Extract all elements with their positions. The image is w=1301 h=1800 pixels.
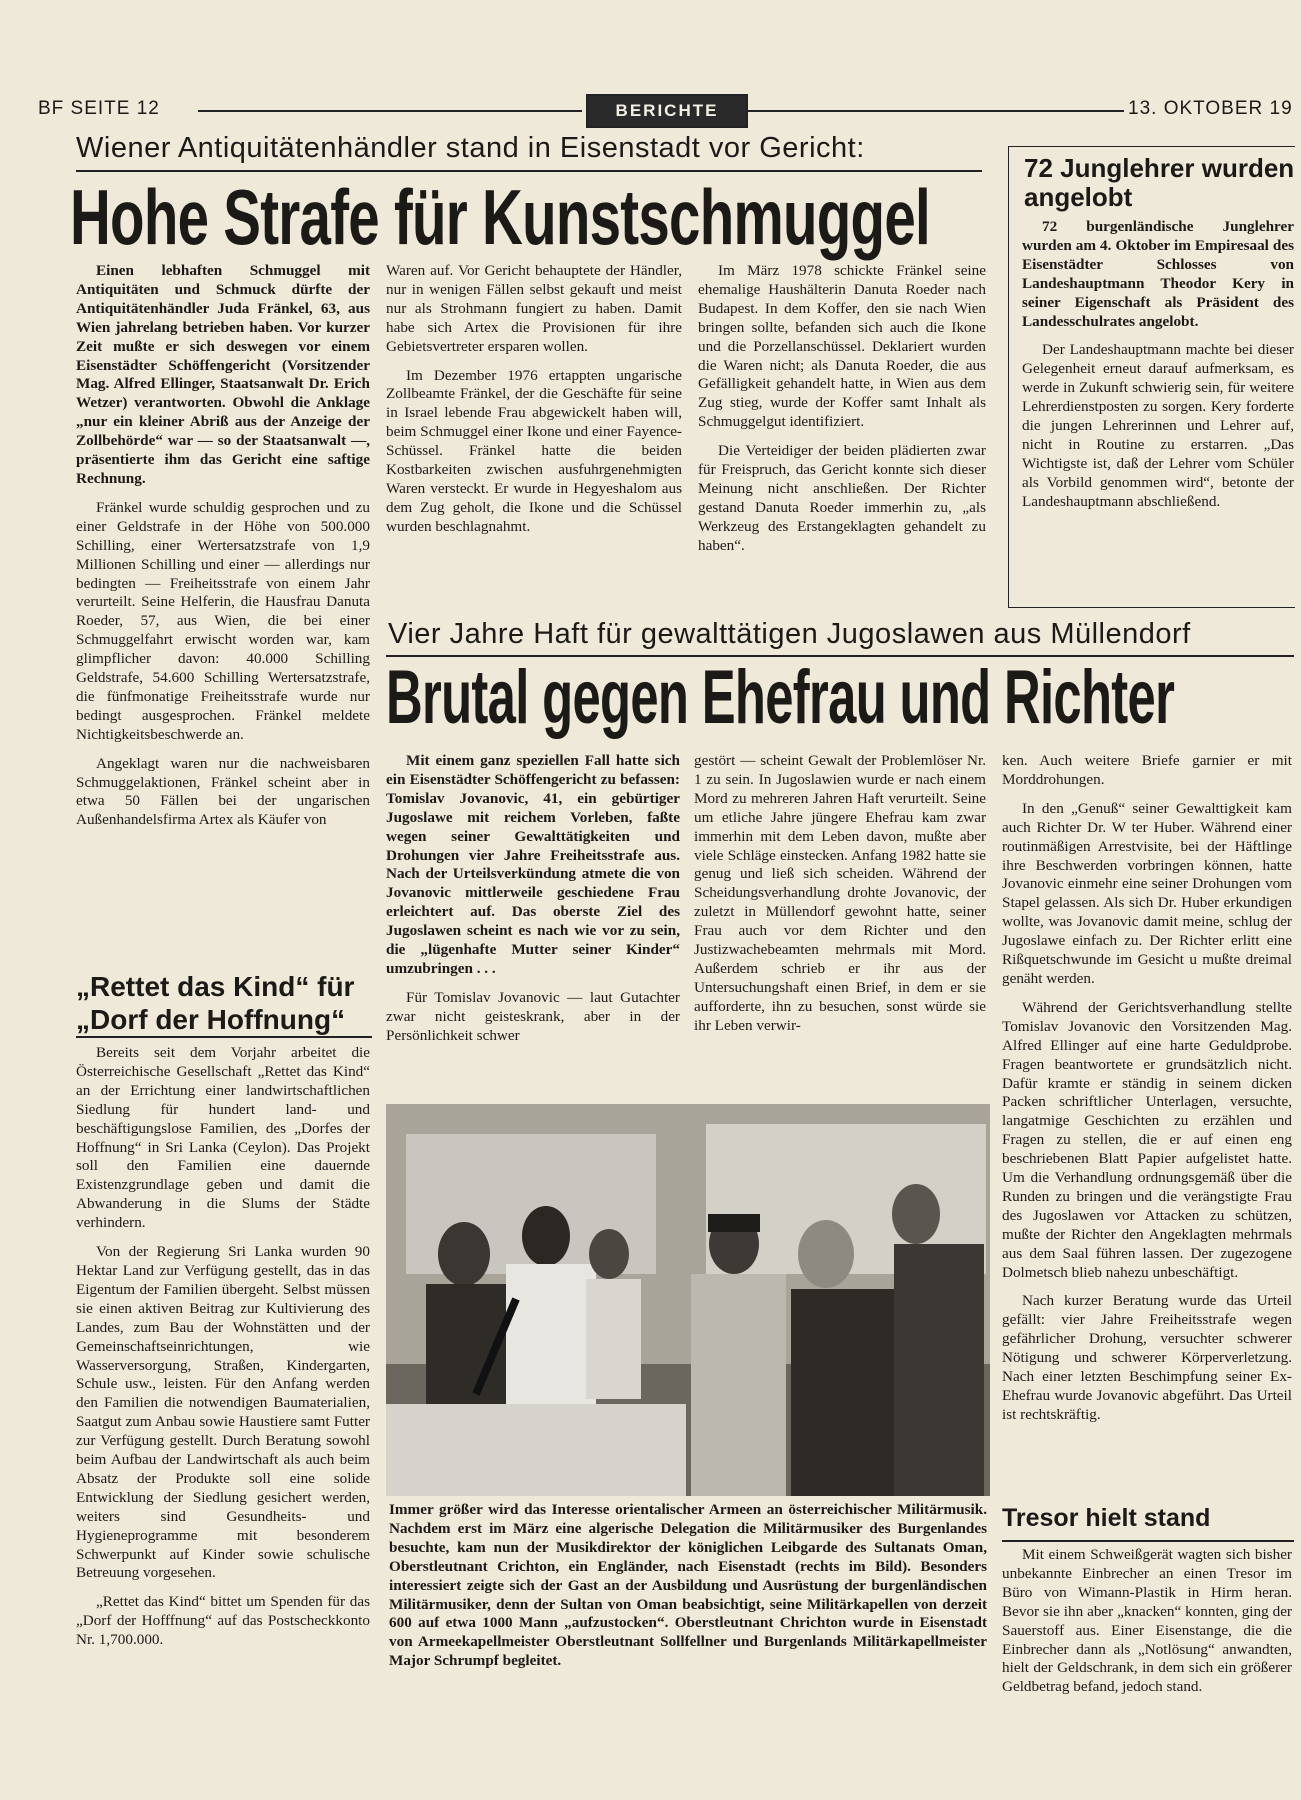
press-photo [386,1104,990,1496]
article3-paragraph: In den „Genuß“ seiner Gewalttigkeit kam auch Richter Dr. W ter Huber. Während einer routinmäßigen Arrestvisite, bei der Häftlinge ihre Beschwerden vorbringen können, hatte Jovanovic einmehr eine seiner Drohungen vom Stapel gelassen. Als sich Dr. Huber erkundigen wollte, was Jovanovic damit meine, schlug der Jugoslawe einfach zu. Der Richter erlitt eine Rißquetschwunde im Gesicht u mußte dreimal genäht werden. [1002,799,1292,987]
page-number: BF SEITE 12 [38,98,160,119]
sidebar-headline: 72 Junglehrer wurden angelobt [1024,153,1295,212]
article1-column-3 [698,262,986,566]
article3-headline: Brutal gegen Ehefrau und Richter [386,655,1175,740]
header-rule-left [198,110,582,112]
article1-column-1 [76,262,370,840]
photo-person-body [586,1279,641,1399]
article1-paragraph: Im Dezember 1976 ertappten ungarische Zollbeamte Fränkel, der die Geschäfte für seine in Israel lebende Frau abgewickelt haben will, beim Schmuggel einer Ikone und einer Fayence-Schüssel. Fränkel hatte die beiden Kostbarkeiten zwischen ausfuhrgenehmigten Waren versteckt. Er wurde in Hegyeshalom aus dem Zug geholt, die Ikone und die Schüssel wurden beschlagnahmt. [386,366,682,535]
article2-paragraph: Von der Regierung Sri Lanka wurden 90 Hektar Land zur Verfügung gestellt, das in das Eigentum der Familien übergeht. Selbst müssen sie einen aktiven Beitrag zur Kultivierung des Landes, zum Bau der Wohnstätten und der Gemeinschaftseinrichtungen, wie Wasserversorgung, Straßen, Kindergarten, Schule usw., leisten. Für den Anfang werden den Familien die notwendigen Baumaterialien, Saatgut zum Anbau sowie Haustiere samt Futter zur Verfügung gestellt. Durch Beratung sowohl beim Aufbau der Landwirtschaft als auch beim Absatz der Produkte soll eine solide Entwicklung der Siedlung gesichert werden, weiters sind Gesundheits- und Hygieneprogramme mit besonderem Schwerpunkt auf Kinder sowie schulische Betreuung vorgesehen. [76,1243,370,1582]
photo-person-head [438,1222,490,1286]
article4-headline: Tresor hielt stand [1002,1504,1211,1532]
photo-uniform-cap [708,1214,760,1232]
photo-person-head [798,1220,854,1288]
photo-table [386,1404,686,1496]
sidebar-lead: 72 burgenländische Junglehrer wurden am 4. Oktober im Empiresaal des Eisenstädter Schlosses von Landeshauptmann Theodor Kery in seiner Eigenschaft als Präsident des Landesschulrates angelobt. [1022,218,1294,330]
article3-paragraph: Während der Gerichtsverhandlung stellte Tomislav Jovanovic den Vorsitzenden Mag. Alfred Ellinger auf eine harte Geduldprobe. Fragen beantwortete er grundsätzlich nicht. Dafür kramte er ständig in seinem dicken Packen schriftlicher Unterlagen, versuchte, langatmige Geschichten zu erzählen und Fragen zu stellen, die er auf einen eng beschriebenen Blatt Papier aufgelistet hatte. Um die Verhandlung ordnungsgemäß über die Runden zu bringen und die verängstigte Frau des Jugoslawen vor Attacken zu schützen, mußte der Richter den Angeklagten mehrmals aus dem Saal führen lassen. Der zugezogene Dolmetsch blieb nahezu unbeschäftigt. [1002,998,1292,1281]
article2-paragraph: Bereits seit dem Vorjahr arbeitet die Österreichische Gesellschaft „Rettet das Kind“ an der Errichtung einer landwirtschaftlichen Siedlung für hundert land- und beschäftigungslose Familien, des „Dorfes der Hoffnung“ in Sri Lanka (Ceylon). Das Projekt soll den Familien eine dauernde Existenzgrundlage geben und damit die Abwanderung in die Slums der Städte verhindern. [76,1044,370,1232]
sidebar-text [1022,218,1294,522]
header-rule-right [748,110,1124,112]
article3-paragraph: gestört — scheint Gewalt der Problemlöser Nr. 1 zu sein. In Jugoslawien wurde er nach einem Mord zu mehreren Jahren Haft verurteilt. Seine um etliche Jahre jüngere Ehefrau kam zwar immerhin mit dem Leben davon, mußte aber viele Schläge einstecken. Anfang 1982 hatte sie genug und ließ sich scheiden. Während der Scheidungsverhandlung drohte Jovanovic, der zuletzt in Müllendorf gewohnt hatte, seiner Frau auch vor dem Richter und den Justizwachebeamten mehrmals mit Mord. Außerdem schrieb er ihr aus der Untersuchungshaft einen Brief, in dem er sie aufforderte, ihn zu besuchen, sonst würde sie ihr Leben verwir- [694,752,986,1034]
article4-rule [1002,1540,1294,1542]
article3-lead: Mit einem ganz speziellen Fall hatte sich ein Eisenstädter Schöffengericht zu befassen: Tomislav Jovanovic, 41, ein gebürtiger Jugoslawe mit reichem Vorleben, faßte wegen seiner Gewalttätigkeiten und Drohungen vier Jahre Freiheitsstrafe aus. Nach der Urteilsverkündung atmete die von Jovanovic mittlerweile geschiedene Frau erleichtert auf. Das oberste Ziel des Jugoslawen scheint es nach wie vor zu sein, die „lügenhafte Mutter seiner Kinder“ umzubringen . . . [386,752,680,977]
photo-person-head [892,1184,940,1244]
article1-kicker: Wiener Antiquitätenhändler stand in Eisenstadt vor Gericht: [76,132,865,164]
article2-paragraph: „Rettet das Kind“ bittet um Spenden für das „Dorf der Hofffnung“ auf das Postscheckkonto Nr. 1,700.000. [76,1593,370,1649]
sidebar-body: Der Landeshauptmann machte bei dieser Gelegenheit erneut darauf aufmerksam, es werde in Zukunft schwierig sein, für weitere Lehrerdienstposten zu sorgen. Kery forderte die jungen Lehrerinnen und Lehrer auf, nicht in Routine zu erstarren. „Das Wichtigste ist, daß der Lehrer vom Schüler als Vorbild genommen wird“, betonte der Landeshauptmann abschließend. [1022,341,1294,510]
article4-body [1002,1546,1292,1786]
photo-illustration [386,1104,990,1496]
photo-person-body [791,1289,901,1496]
article1-headline: Hohe Strafe für Kunstschmuggel [70,173,930,261]
article3-column-2 [694,752,986,1046]
article3-kicker: Vier Jahre Haft für gewalttätigen Jugoslawen aus Müllendorf [388,618,1191,650]
article1-lead: Einen lebhaften Schmuggel mit Antiquitäten und Schmuck dürfte der Antiquitätenhändler Juda Fränkel, 63, aus Wien jahrelang betrieben haben. Vor kurzer Zeit mußte er sich deswegen vor einem Eisenstädter Schöffengericht (Vorsitzender Mag. Alfred Ellinger, Staatsanwalt Dr. Erich Wetzer) verantworten. Obwohl die Anklage „nur ein kleiner Abriß aus der Anzeige der Zollbehörde“ war — so der Staatsanwalt —, präsentierte ihm das Gericht eine saftige Rechnung. [76,262,370,487]
article1-column-2 [386,262,682,547]
photo-person-body [894,1244,984,1496]
article3-column-1 [386,752,680,1056]
photo-person-head [589,1229,629,1279]
article4-paragraph: Mit einem Schweißgerät wagten sich bisher unbekannte Einbrecher an einen Tresor im Büro von Wimann-Plastik in Hirm heran. Bevor sie ihn aber „knacken“ konnten, ging der Sauerstoff aus. Einer Eisenstange, die die Einbrecher dann als „Notlösung“ anwandten, hielt der Geldschrank, in dem sich ein größerer Geldbetrag befand, jedoch stand. [1002,1546,1292,1696]
article2-rule [76,1036,372,1038]
photo-caption: Immer größer wird das Interesse orientalischer Armeen an österreichischer Militärmusik. Nachdem erst im März eine algerische Delegation die Militärmusiker des Burgenlandes besuchte, kam nun der Musikdirektor der königlichen Leibgarde des Sultanats Oman, Oberstleutnant Crichton, ein Engländer, nach Eisenstadt (rechts im Bild). Besonders interessiert zeigte sich der Gast an der Ausbildung und Ausrüstung der burgenländischen Militärmusiker, denn der Sultan von Oman beabsichtigt, seine Militärkapellen von derzeit 600 auf etwa 1000 Mann „aufzustocken“. Oberstleutnant Chrichton wurde in Eisenstadt von Armeekapellmeister Oberstleutnant Sollfellner und Burgenlands Militärkapellmeister Major Schrumpf begleitet. [389,1501,987,1670]
article1-paragraph: Fränkel wurde schuldig gesprochen und zu einer Geldstrafe in der Höhe von 500.000 Schilling, einer Wertersatzstrafe von 1,9 Millionen Schilling und einer — allerdings nur bedingten — Freiheitsstrafe von einem Jahr verurteilt. Seine Helferin, die Hausfrau Danuta Roeder, 57, aus Wien, die bei einer Schmuggelfahrt erwischt worden war, kam glimpflicher davon: 40.000 Schilling Geldstrafe, 54.600 Schilling Wertersatzstrafe, die fünfmonatige Freiheitsstrafe wurde nur bedingt ausgesprochen. Fränkel meldete Nichtigkeitsbeschwerde an. [76,498,370,743]
article2-headline: „Rettet das Kind“ für „Dorf der Hoffnung“ [76,971,355,1035]
article3-column-3 [1002,752,1292,1492]
issue-date: 13. OKTOBER 19 [1128,98,1293,119]
photo-person-head [522,1206,570,1266]
section-badge: BERICHTE [586,94,748,128]
photo-person-body [691,1274,786,1496]
article3-paragraph: ken. Auch weitere Briefe garnier er mit Morddrohungen. [1002,752,1292,788]
article2-body [76,1044,370,1660]
article1-paragraph: Im März 1978 schickte Fränkel seine ehemalige Haushälterin Danuta Roeder nach Budapest. In dem Koffer, den sie nach Wien bringen sollte, befanden sich auch die Ikone und die Porzellanschüssel. Deklariert wurden die Waren nicht; als Danuta Roeder, die aus Gefälligkeit gehandelt hatte, in Wien aus dem Zug stieg, wurde der Koffer samt Inhalt als Schmuggelgut identifiziert. [698,262,986,431]
article1-paragraph: Die Verteidiger der beiden plädierten zwar für Freispruch, das Gericht konnte sich dieser Meinung nicht anschließen. Der Richter gestand Danuta Roeder immerhin zu, „als Werkzeug des Erstangeklagten gehandelt zu haben“. [698,442,986,554]
article1-paragraph: Angeklagt waren nur die nachweisbaren Schmuggelaktionen, Fränkel scheint aber in etwa 50 Fällen bei der ungarischen Außenhandelsfirma Artex als Käufer von [76,754,370,829]
article3-paragraph: Nach kurzer Beratung wurde das Urteil gefällt: vier Jahre Freiheitsstrafe wegen gefährlicher Drohung, versuchter schwerer Nötigung und schwerer Körperverletzung. Nach einer letzten Beschimpfung seiner Ex-Ehefrau wurde Jovanovic abgeführt. Das Urteil ist rechtskräftig. [1002,1292,1292,1423]
article3-paragraph: Für Tomislav Jovanovic — laut Gutachter zwar nicht geisteskrank, aber in der Persönlichkeit schwer [386,988,680,1044]
article1-paragraph: Waren auf. Vor Gericht behauptete der Händler, nur in wenigen Fällen selbst gekauft und meist nur als Strohmann fungiert zu haben. Damit habe sich Artex die Provisionen für ihre Gebietsvertreter ersparen wollen. [386,262,682,355]
